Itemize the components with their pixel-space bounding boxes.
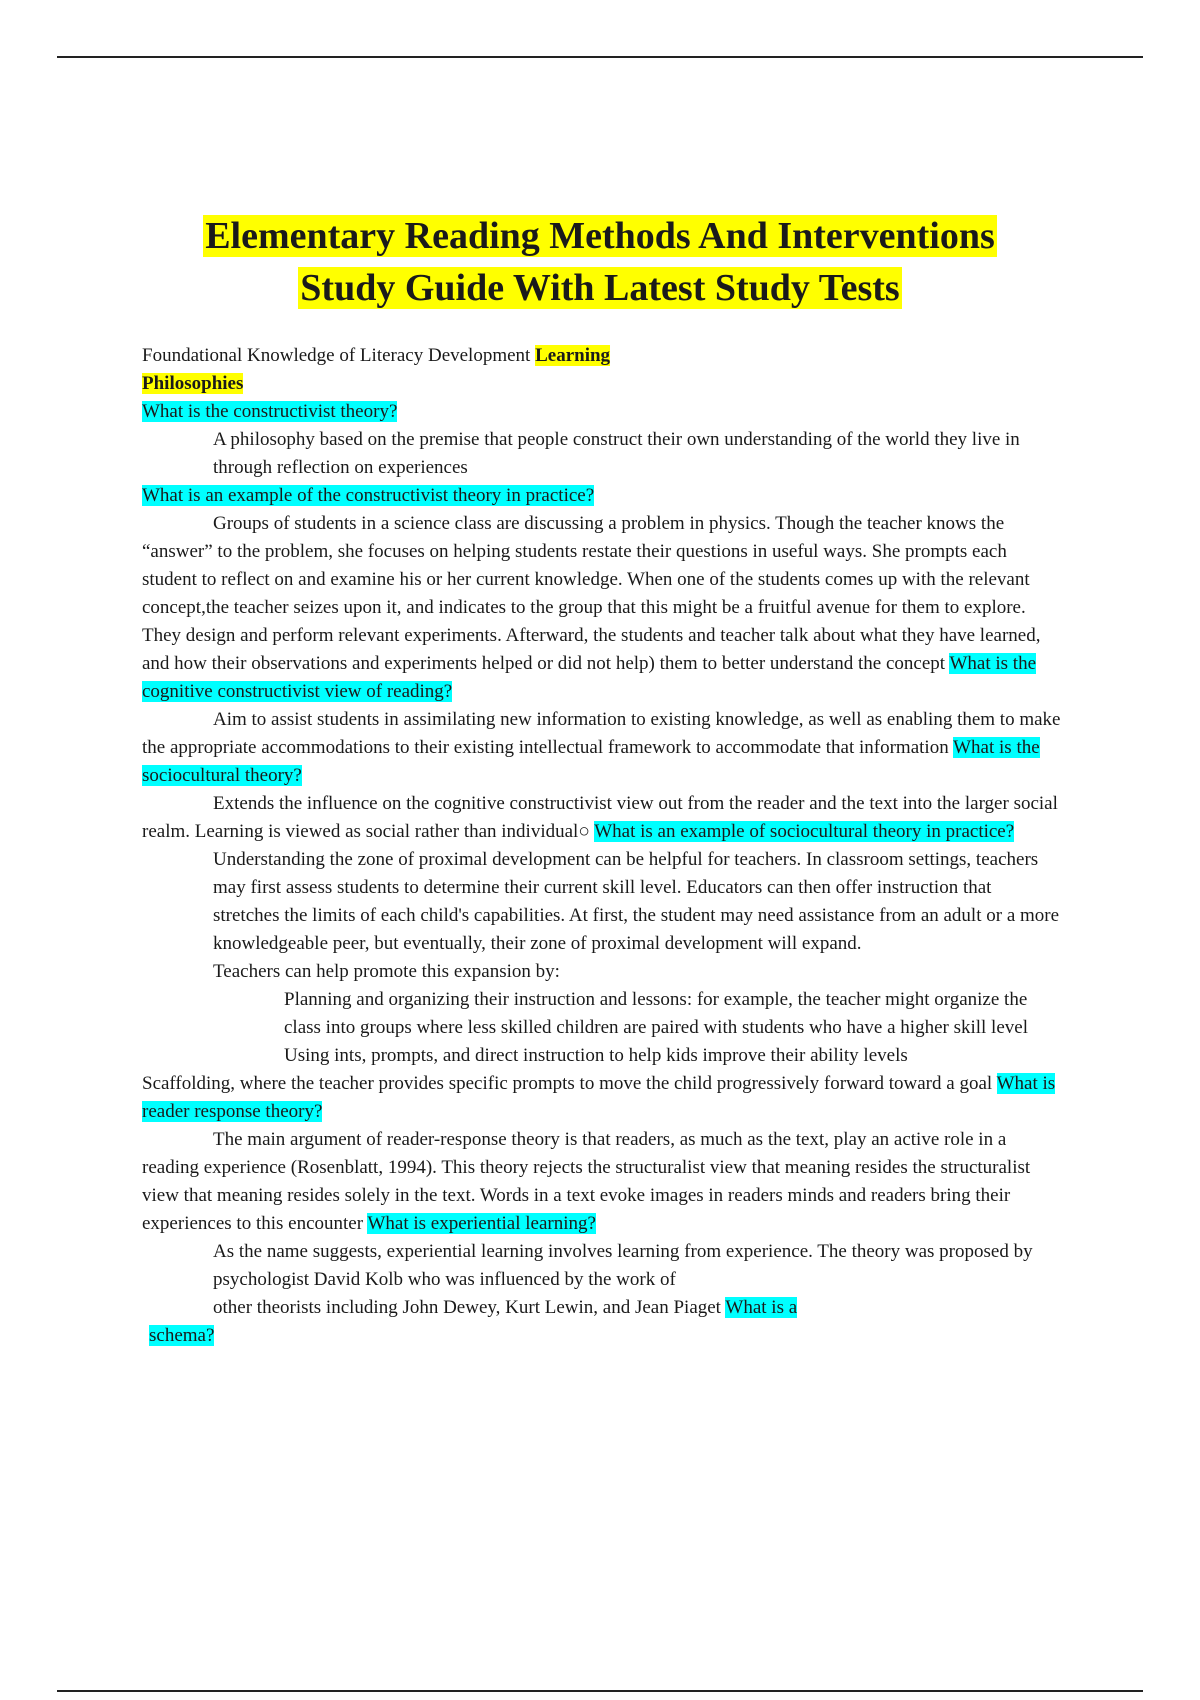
answer-sociocultural: Extends the influence on the cognitive constructivist view out from the reader and the text into the larger social realm. Learning is viewed as social rather than individual○ bbox=[142, 793, 1058, 842]
question-line bbox=[142, 1322, 1062, 1350]
paragraph-reader-response bbox=[142, 1126, 1062, 1238]
teachers-help-line: Teachers can help promote this expansion by: bbox=[213, 961, 560, 982]
document-body bbox=[142, 342, 1062, 1350]
document-title bbox=[0, 210, 1200, 314]
intro-highlight-learning: Learning bbox=[535, 345, 611, 366]
paragraph-constructivist-example bbox=[142, 510, 1062, 706]
answer-sociocultural-example: Understanding the zone of proximal development can be helpful for teachers. In classroom settings, teachers may first assess students to determine their current skill level. Educators can then offer instruction that stretches the limits of each child's capabilities. At first, the student may need assistance from an adult or a more knowledgeable peer, but eventually, their zone of proximal development will expand. bbox=[213, 849, 1060, 954]
intro-line bbox=[142, 342, 1062, 370]
title-line-1: Elementary Reading Methods And Interventions bbox=[205, 215, 995, 257]
question-schema-part-2: schema? bbox=[149, 1325, 215, 1346]
question-experiential: What is experiential learning? bbox=[367, 1213, 596, 1234]
intro-text: Foundational Knowledge of Literacy Development bbox=[142, 345, 531, 366]
paragraph-sociocultural bbox=[142, 790, 1062, 846]
using-ints-item: Using ints, prompts, and direct instruction to help kids improve their ability levels bbox=[284, 1045, 908, 1066]
question-sociocultural-example: What is an example of sociocultural theory in practice? bbox=[594, 821, 1015, 842]
top-rule bbox=[57, 56, 1143, 58]
answer-experiential-2: other theorists including John Dewey, Kurt Lewin, and Jean Piaget bbox=[213, 1297, 721, 1318]
answer-constructivist-example: Groups of students in a science class are discussing a problem in physics. Though the teacher knows the “answer” to the problem, she focuses on helping students restate their questions in useful ways. She prompts each student to reflect on and examine his or her current knowledge. When one of the students comes up with the relevant concept,the teacher seizes upon it, and indicates to the group that this might be a fruitful avenue for them to explore. They design and perform relevant experiments. Afterward, the students and teacher talk about what they have learned, and how their observations and experiments helped or did not help) them to better understand the concept bbox=[142, 513, 1041, 674]
question-reader-response: What is reader response theory? bbox=[142, 1073, 1056, 1122]
paragraph-experiential-2 bbox=[142, 1294, 1062, 1322]
question-line bbox=[142, 482, 1062, 510]
question-cognitive: What is the cognitive constructivist view of reading? bbox=[142, 653, 1036, 702]
question-line bbox=[142, 398, 1062, 426]
bottom-rule bbox=[57, 1690, 1143, 1692]
question-constructivist: What is the constructivist theory? bbox=[142, 401, 398, 422]
answer-reader-response: The main argument of reader-response theory is that readers, as much as the text, play an active role in a reading experience (Rosenblatt, 1994). This theory rejects the structuralist view that meaning resides the structuralist view that meaning resides solely in the text. Words in a text evoke images in readers minds and readers bring their experiences to this encounter bbox=[142, 1129, 1031, 1234]
answer-constructivist: A philosophy based on the premise that people construct their own understanding of the world they live in through reflection on experiences bbox=[213, 429, 1020, 478]
paragraph-cognitive bbox=[142, 706, 1062, 790]
answer-cognitive: Aim to assist students in assimilating new information to existing knowledge, as well as enabling them to make the appropriate accommodations to their existing intellectual framework to accommodate that information bbox=[142, 709, 1061, 758]
answer-experiential-1: As the name suggests, experiential learning involves learning from experience. The theory was proposed by psychologist David Kolb who was influenced by the work of bbox=[213, 1241, 1033, 1290]
question-schema-part-1: What is a bbox=[725, 1297, 798, 1318]
question-constructivist-example: What is an example of the constructivist theory in practice? bbox=[142, 485, 595, 506]
scaffolding-text: Scaffolding, where the teacher provides specific prompts to move the child progressively forward toward a goal bbox=[142, 1073, 993, 1094]
intro-highlight-philosophies: Philosophies bbox=[142, 373, 244, 394]
intro-line-2 bbox=[142, 370, 1062, 398]
question-sociocultural: What is the sociocultural theory? bbox=[142, 737, 1040, 786]
title-line-2: Study Guide With Latest Study Tests bbox=[300, 267, 900, 309]
paragraph-scaffolding bbox=[142, 1070, 1062, 1126]
planning-item: Planning and organizing their instruction and lessons: for example, the teacher might organize the class into groups where less skilled children are paired with students who have a higher skill level bbox=[284, 989, 1028, 1038]
